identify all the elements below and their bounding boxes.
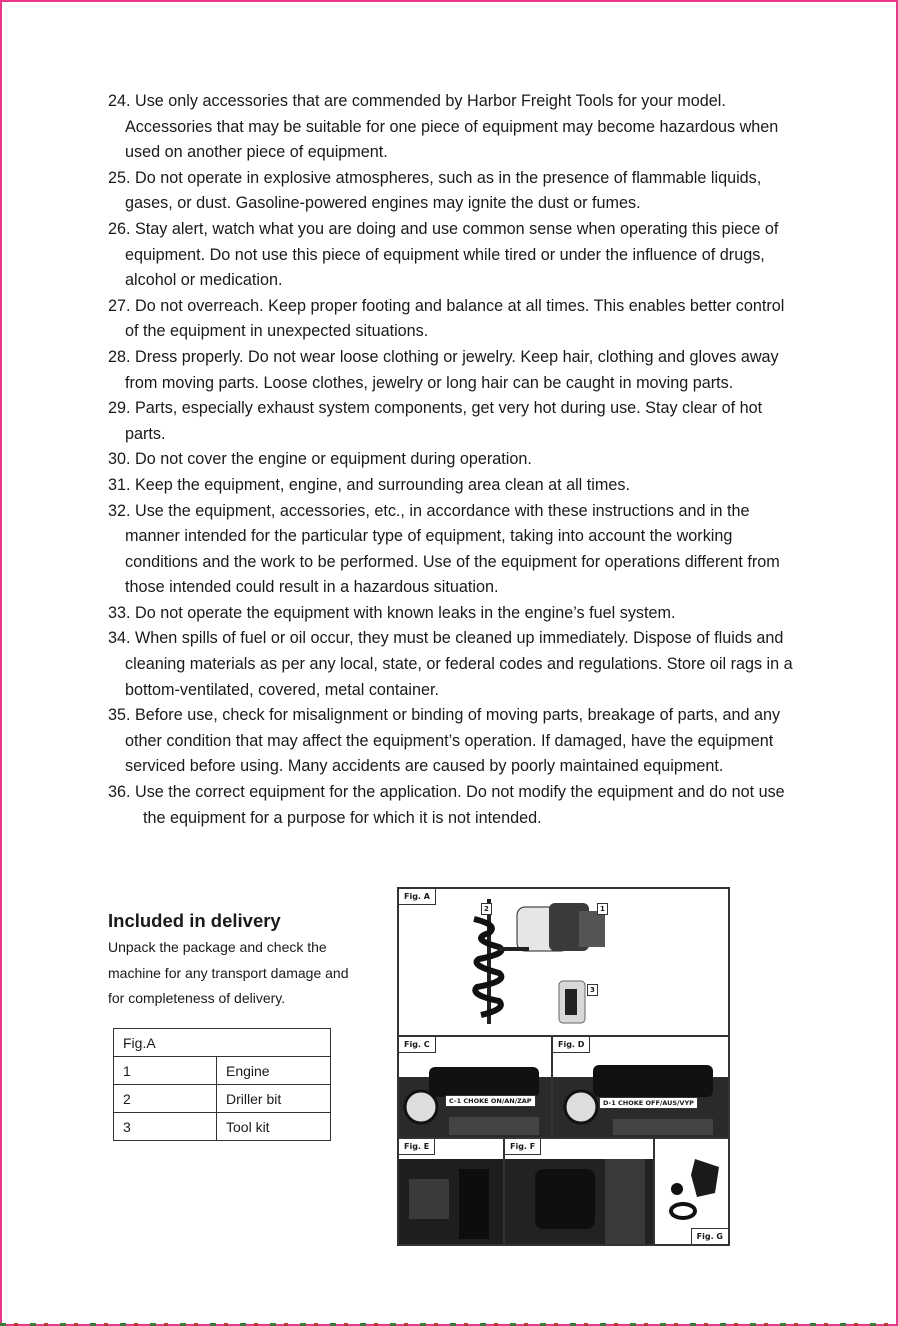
part-number: 2	[114, 1085, 217, 1113]
delivery-heading: Included in delivery	[108, 910, 281, 931]
callout-3: 3	[587, 984, 598, 996]
figure-f	[504, 1138, 654, 1245]
callout-1: 1	[597, 903, 608, 915]
fig-d-label: Fig. D	[553, 1037, 590, 1053]
rule-36: 36. Use the correct equipment for the application. Do not modify the equipment and do not use the equipment for a purpose for which it is not intended.	[108, 783, 785, 827]
fig-e-label: Fig. E	[399, 1139, 435, 1155]
rule-32: 32. Use the equipment, accessories, etc., in accordance with these instructions and in the manner intended for the particular type of equipment, taking into account the working conditions and the work to be performed. Use of the equipment for operations different from those intended could result in a hazardous situation.	[108, 501, 780, 597]
figure-g	[654, 1138, 729, 1245]
rule-24: 24. Use only accessories that are commended by Harbor Freight Tools for your model. Accessories that may be suitable for one piece of equipment may become hazardous when used on another piece of equipment.	[108, 92, 779, 162]
table-row	[114, 1057, 331, 1085]
table-header-row	[114, 1029, 331, 1057]
figures-panel	[397, 887, 730, 1246]
figure-c	[398, 1036, 552, 1138]
delivery-section	[108, 907, 358, 1012]
rule-26: 26. Stay alert, watch what you are doing and use common sense when operating this piece of equipment. Do not use this piece of equipment while tired or under the influence of drugs, alcohol or medication.	[108, 219, 779, 290]
rule-33: 33. Do not operate the equipment with known leaks in the engine’s fuel system.	[108, 603, 676, 622]
part-number: 3	[114, 1113, 217, 1141]
table-row	[114, 1085, 331, 1113]
choke-off-label: D-1 CHOKE OFF/AUS/VYP	[599, 1097, 698, 1109]
rule-35: 35. Before use, check for misalignment or binding of moving parts, breakage of parts, and any other condition that may affect the equipment’s operation. If damaged, have the equipment serviced before using. Many accidents are caused by poorly maintained equipment.	[108, 706, 781, 776]
part-name: Driller bit	[217, 1085, 331, 1113]
part-number: 1	[114, 1057, 217, 1085]
table-row	[114, 1113, 331, 1141]
parts-table	[113, 1028, 331, 1141]
auger-illustration	[399, 889, 729, 1036]
rule-25: 25. Do not operate in explosive atmospheres, such as in the presence of flammable liquids, gases, or dust. Gasoline-powered engines may ignite the dust or fumes.	[108, 168, 762, 213]
rule-29: 29. Parts, especially exhaust system components, get very hot during use. Stay clear of hot parts.	[108, 399, 763, 443]
safety-rules-list	[108, 89, 798, 831]
rule-28: 28. Dress properly. Do not wear loose clothing or jewelry. Keep hair, clothing and gloves away from moving parts. Loose clothes, jewelry or long hair can be caught in moving parts.	[108, 347, 779, 392]
part-name: Tool kit	[217, 1113, 331, 1141]
fig-g-label: Fig. G	[691, 1228, 728, 1244]
rule-27: 27. Do not overreach. Keep proper footing and balance at all times. This enables better control of the equipment in unexpected situations.	[108, 296, 785, 341]
figure-a	[398, 888, 729, 1036]
table-title: Fig.A	[114, 1029, 331, 1057]
choke-on-label: C-1 CHOKE ON/AN/ZAP	[445, 1095, 536, 1107]
rule-30: 30. Do not cover the engine or equipment during operation.	[108, 450, 532, 469]
fig-c-label: Fig. C	[399, 1037, 436, 1053]
delivery-text: Unpack the package and check the machine for any transport damage and for completeness of delivery.	[108, 939, 349, 1007]
figure-e	[398, 1138, 504, 1245]
fig-f-label: Fig. F	[505, 1139, 541, 1155]
part-name: Engine	[217, 1057, 331, 1085]
callout-2: 2	[481, 903, 492, 915]
rule-31: 31. Keep the equipment, engine, and surrounding area clean at all times.	[108, 475, 630, 494]
fig-a-label: Fig. A	[399, 889, 436, 905]
rule-34: 34. When spills of fuel or oil occur, they must be cleaned up immediately. Dispose of fluids and cleaning materials as per any local, state, or federal codes and regulations. Store oil rags in a bottom-ventilated, covered, metal container.	[108, 629, 793, 699]
figure-d	[552, 1036, 729, 1138]
